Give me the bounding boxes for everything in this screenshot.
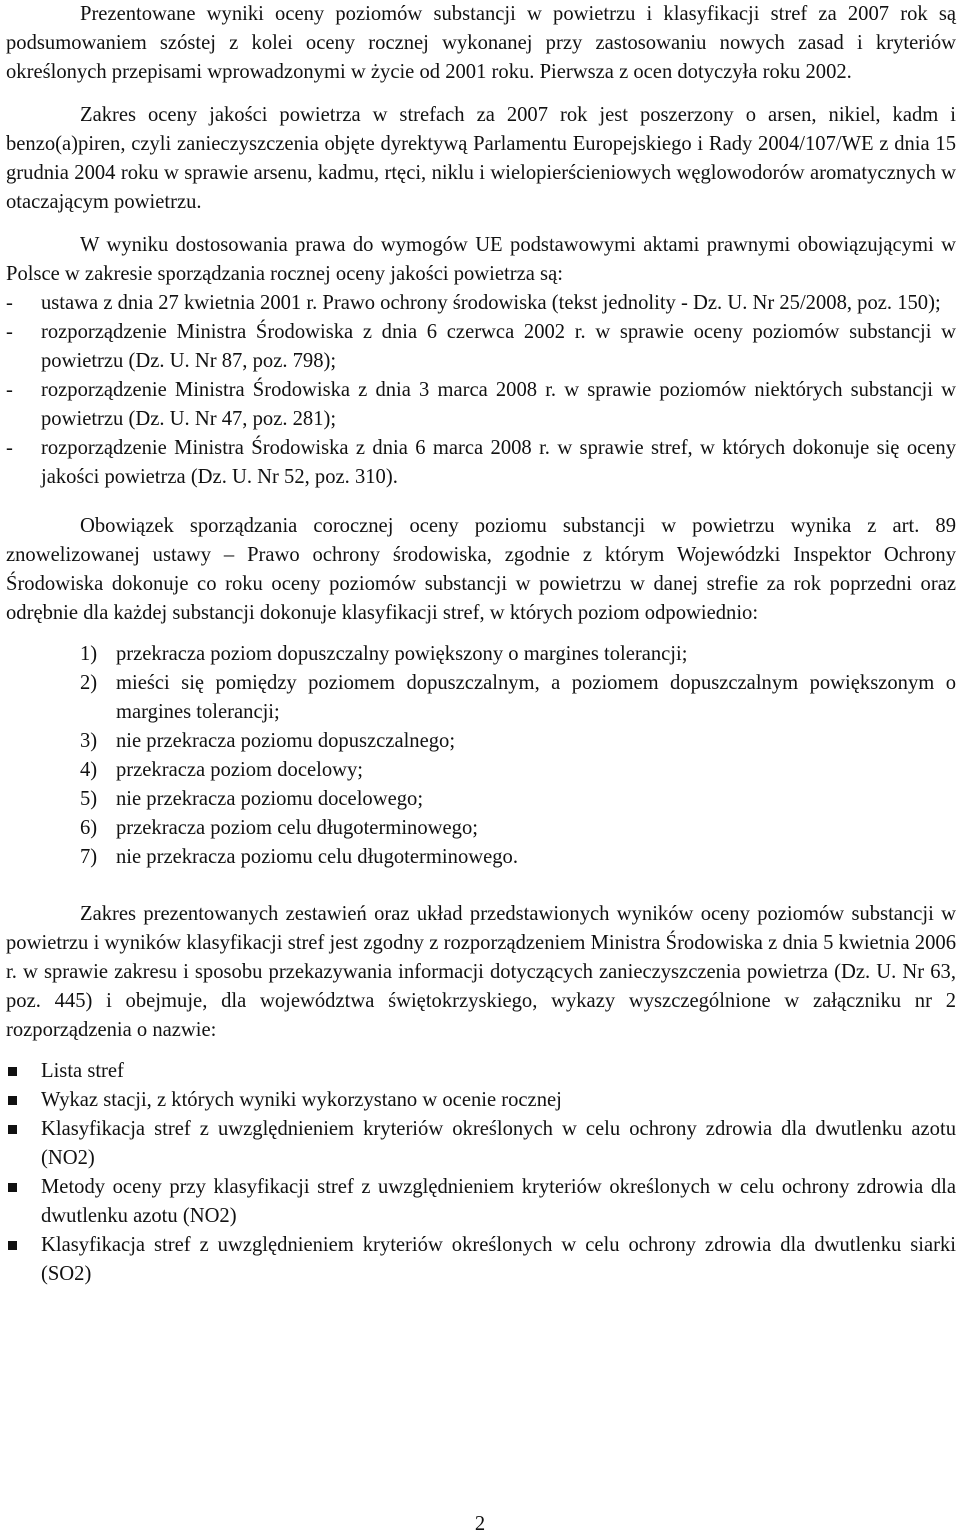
list-item-text: Lista stref <box>41 1060 124 1082</box>
list-item-text: Klasyfikacja stref z uwzględnieniem kryteriów określonych w celu ochrony zdrowia dla dwutlenku azotu (NO2) <box>41 1118 956 1169</box>
dash-marker: - <box>6 437 13 459</box>
list-item-text: rozporządzenie Ministra Środowiska z dnia 3 marca 2008 r. w sprawie poziomów niektórych substancji w powietrzu (Dz. U. Nr 47, poz. 281); <box>41 379 956 430</box>
list-item-text: Klasyfikacja stref z uwzględnieniem kryteriów określonych w celu ochrony zdrowia dla dwutlenku siarki (SO2) <box>41 1234 956 1285</box>
intro-paragraph: Prezentowane wyniki oceny poziomów substancji w powietrzu i klasyfikacji stref za 2007 rok są podsumowaniem szóstej z kolei oceny rocznej wykonanej przy zastosowaniu nowych zasad i kryteriów określonych przepisami wprowadzonymi w życie od 2001 roku. Pierwsza z ocen dotyczyła roku 2002. <box>6 3 956 83</box>
list-item <box>80 756 956 785</box>
square-bullet-icon <box>8 1125 17 1134</box>
page-number: 2 <box>474 1513 486 1535</box>
scope-paragraph: Zakres oceny jakości powietrza w strefach za 2007 rok jest poszerzony o arsen, nikiel, kadm i benzo(a)piren, czyli zanieczyszczenia objęte dyrektywą Parlamentu Europejskiego i Rady 2004/107/WE z dnia 15 grudnia 2004 roku w sprawie arsenu, kadmu, rtęci, niklu i wielopierścieniowych węglowodorów aromatycznych w otaczającym powietrzu. <box>6 104 956 213</box>
list-item-text: przekracza poziom dopuszczalny powiększony o margines tolerancji; <box>116 643 688 665</box>
number-marker: 5) <box>80 788 98 810</box>
levels-list <box>6 640 956 872</box>
list-item <box>6 1057 956 1086</box>
square-bullet-icon <box>8 1241 17 1250</box>
list-item-text: nie przekracza poziomu celu długoterminowego. <box>116 846 518 868</box>
list-item-text: Wykaz stacji, z których wyniki wykorzystano w ocenie rocznej <box>41 1089 562 1111</box>
legal-basis-paragraph: W wyniku dostosowania prawa do wymogów UE podstawowymi aktami prawnymi obowiązującymi w Polsce w zakresie sporządzania rocznej oceny jakości powietrza są: <box>6 234 956 285</box>
number-marker: 4) <box>80 759 98 781</box>
list-item-text: rozporządzenie Ministra Środowiska z dnia 6 czerwca 2002 r. w sprawie oceny poziomów substancji w powietrzu (Dz. U. Nr 87, poz. 798); <box>41 321 956 372</box>
square-bullet-icon <box>8 1096 17 1105</box>
list-item <box>80 843 956 872</box>
list-item <box>6 289 956 318</box>
list-item-text: ustawa z dnia 27 kwietnia 2001 r. Prawo ochrony środowiska (tekst jednolity - Dz. U. Nr 25/2008, poz. 150); <box>41 292 941 314</box>
list-item <box>6 1173 956 1231</box>
dash-marker: - <box>6 321 13 343</box>
list-item <box>80 640 956 669</box>
reports-list <box>6 1057 956 1289</box>
square-bullet-icon <box>8 1067 17 1076</box>
number-marker: 6) <box>80 817 98 839</box>
list-item-text: mieści się pomiędzy poziomem dopuszczalnym, a poziomem dopuszczalnym powiększonym o margines tolerancji; <box>116 672 956 723</box>
list-item <box>80 814 956 843</box>
legal-acts-list <box>6 289 956 492</box>
list-item <box>6 434 956 492</box>
list-item <box>6 376 956 434</box>
dash-marker: - <box>6 379 13 401</box>
list-item-text: nie przekracza poziomu docelowego; <box>116 788 424 810</box>
dash-marker: - <box>6 292 13 314</box>
number-marker: 1) <box>80 643 98 665</box>
list-item <box>6 1086 956 1115</box>
number-marker: 3) <box>80 730 98 752</box>
list-item-text: nie przekracza poziomu dopuszczalnego; <box>116 730 456 752</box>
scope-of-reports-paragraph: Zakres prezentowanych zestawień oraz układ przedstawionych wyników oceny poziomów substancji w powietrzu i wyników klasyfikacji stref jest zgodny z rozporządzeniem Ministra Środowiska z dnia 5 kwietnia 2006 r. w sprawie zakresu i sposobu przekazywania informacji dotyczących zanieczyszczenia powietrza (Dz. U. Nr 63, poz. 445) i obejmuje, dla województwa świętokrzyskiego, wykazy wyszczególnione w załączniku nr 2 rozporządzenia o nazwie: <box>6 903 956 1041</box>
list-item <box>6 1115 956 1173</box>
list-item-text: rozporządzenie Ministra Środowiska z dnia 6 marca 2008 r. w sprawie stref, w których dokonuje się oceny jakości powietrza (Dz. U. Nr 52, poz. 310). <box>41 437 956 488</box>
list-item-text: przekracza poziom docelowy; <box>116 759 364 781</box>
square-bullet-icon <box>8 1183 17 1192</box>
list-item <box>6 318 956 376</box>
list-item-text: Metody oceny przy klasyfikacji stref z uwzględnieniem kryteriów określonych w celu ochrony zdrowia dla dwutlenku azotu (NO2) <box>41 1176 956 1227</box>
number-marker: 2) <box>80 672 98 694</box>
list-item-text: przekracza poziom celu długoterminowego; <box>116 817 478 839</box>
list-item <box>80 727 956 756</box>
list-item <box>80 669 956 727</box>
obligation-paragraph: Obowiązek sporządzania corocznej oceny poziomu substancji w powietrzu wynika z art. 89 znowelizowanej ustawy – Prawo ochrony środowiska, zgodnie z którym Wojewódzki Inspektor Ochrony Środowiska dokonuje co roku oceny poziomów substancji w powietrzu w danej strefie za rok poprzedni oraz odrębnie dla każdej substancji dokonuje klasyfikacji stref, w których poziom odpowiednio: <box>6 515 956 624</box>
list-item <box>80 785 956 814</box>
document-page <box>6 0 956 1289</box>
list-item <box>6 1231 956 1289</box>
number-marker: 7) <box>80 846 98 868</box>
